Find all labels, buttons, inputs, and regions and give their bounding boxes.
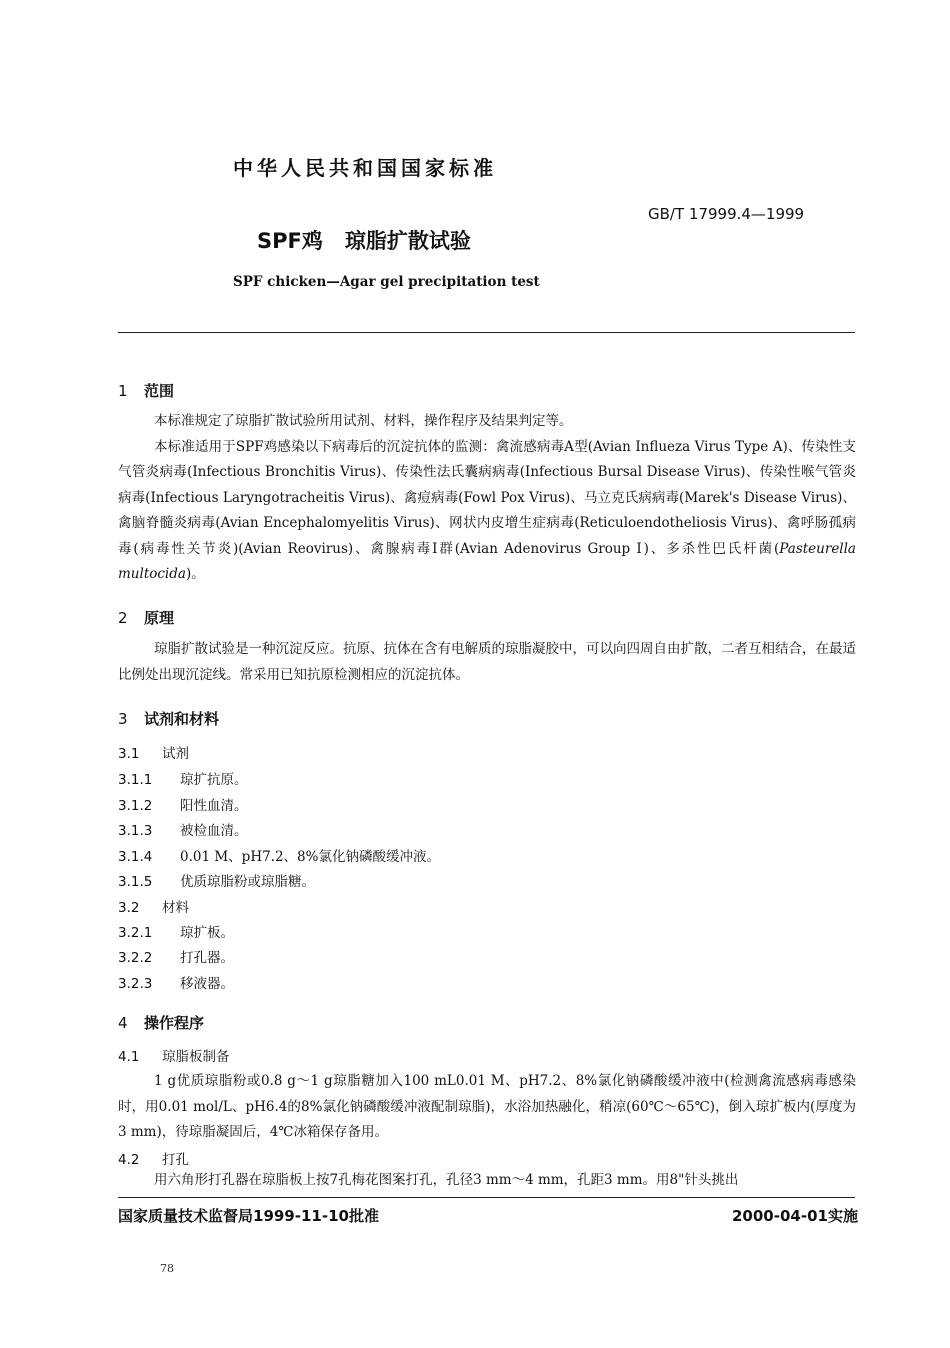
footer-divider: [118, 1197, 855, 1198]
subsection-4-2-para: 用六角形打孔器在琼脂板上按7孔梅花图案打孔，孔径3 mm～4 mm，孔距3 mm。用8"针头挑出: [154, 1172, 739, 1188]
page-number: 78: [160, 1262, 174, 1275]
subsection-title: 打孔: [162, 1152, 189, 1168]
item-text: 琼扩板。: [180, 925, 234, 941]
section-4-title: 操作程序: [144, 1014, 205, 1032]
section-1-number: 1: [118, 382, 128, 400]
list-item: [118, 744, 189, 764]
item-text: 0.01 M、pH7.2、8%氯化钠磷酸缓冲液。: [180, 849, 440, 865]
subsection-4-2-body: [118, 1168, 856, 1194]
item-number: 3.1: [118, 746, 140, 762]
section-3-heading: [118, 708, 219, 729]
list-item: [118, 796, 248, 816]
subsection-4-1-heading: [118, 1047, 230, 1067]
item-text: 琼扩抗原。: [180, 772, 248, 788]
item-number: 3.2.2: [118, 950, 153, 966]
approval-line: 国家质量技术监督局1999-11-10批准: [118, 1207, 379, 1225]
section-2-para: 琼脂扩散试验是一种沉淀反应。抗原、抗体在含有电解质的琼脂凝胶中，可以向四周自由扩散，二者互相结合，在最适比例处出现沉淀线。常采用已知抗原检测相应的沉淀抗体。: [118, 641, 856, 683]
list-item: [118, 872, 315, 892]
list-item: [118, 770, 248, 790]
item-number: 3.1.4: [118, 849, 153, 865]
title-part-2: 琼脂扩散试验: [344, 229, 471, 253]
item-text: 优质琼脂粉或琼脂糖。: [180, 874, 315, 890]
subsection-number: 4.1: [118, 1049, 140, 1065]
section-2-heading: [118, 607, 174, 628]
page-title: [257, 225, 471, 255]
national-standard-heading: 中华人民共和国国家标准: [233, 156, 497, 180]
subsection-4-2-heading: [118, 1150, 189, 1170]
section-2-body: [118, 637, 856, 688]
item-text: 材料: [162, 900, 189, 916]
section-1-para-2-end: )。: [185, 566, 205, 582]
list-item: [118, 898, 189, 918]
list-item: [118, 821, 248, 841]
item-number: 3.1.2: [118, 798, 153, 814]
subsection-title: 琼脂板制备: [162, 1049, 230, 1065]
list-item: [118, 974, 234, 994]
item-text: 阳性血清。: [180, 798, 248, 814]
subsection-4-1-para: 1 g优质琼脂粉或0.8 g～1 g琼脂糖加入100 mL0.01 M、pH7.2、8%氯化钠磷酸缓冲液中(检测禽流感病毒感染时，用0.01 mol/L、pH6.4的8%氯化钠磷酸缓冲液配制琼脂)，水浴加热融化，稍凉(60℃～65℃)，倒入琼扩板内(厚度为3 mm)，待琼脂凝固后，4℃冰箱保存备用。: [118, 1073, 856, 1140]
item-number: 3.1.3: [118, 823, 153, 839]
section-2-title: 原理: [144, 609, 175, 627]
item-number: 3.1.5: [118, 874, 153, 890]
item-number: 3.2.1: [118, 925, 153, 941]
section-2-number: 2: [118, 609, 128, 627]
section-4-heading: [118, 1012, 204, 1033]
item-text: 被检血清。: [180, 823, 248, 839]
item-number: 3.2.3: [118, 976, 153, 992]
implementation-date: 2000-04-01实施: [732, 1207, 858, 1225]
title-part-1: SPF鸡: [257, 229, 323, 253]
item-number: 3.2: [118, 900, 140, 916]
item-number: 3.1.1: [118, 772, 153, 788]
section-4-number: 4: [118, 1014, 128, 1032]
item-text: 打孔器。: [180, 950, 234, 966]
section-1-para-2-italic: Pasteurella multocida: [118, 540, 856, 582]
section-1-title: 范围: [144, 382, 175, 400]
english-subtitle: SPF chicken—Agar gel precipitation test: [233, 274, 540, 290]
section-1-para-2: [118, 435, 856, 588]
subsection-number: 4.2: [118, 1152, 140, 1168]
section-1-para-2-main: 本标准适用于SPF鸡感染以下病毒后的沉淀抗体的监测：禽流感病毒A型(Avian Influeza Virus Type A)、传染性支气管炎病毒(Infectious Bronchitis Virus)、传染性法氏囊病病毒(Infectious Bursal Disease Virus)、传染性喉气管炎病毒(Infectious Laryngotracheitis Virus)、禽痘病毒(Fowl Pox Virus)、马立克氏病病毒(Marek's Disease Virus)、禽脑脊髓炎病毒(Avian Encephalomyelitis Virus)、网状内皮增生症病毒(Reticuloendotheliosis Virus)、禽呼肠孤病毒(病毒性关节炎)(Avian Reovirus)、禽腺病毒Ⅰ群(Avian Adenovirus Group Ⅰ)、多杀性巴氏杆菌(: [118, 438, 856, 557]
section-1-heading: [118, 380, 174, 401]
section-3-number: 3: [118, 710, 128, 728]
subsection-4-1-body: [118, 1069, 856, 1146]
list-item: [118, 923, 234, 943]
header-divider: [118, 332, 855, 333]
standard-number: GB/T 17999.4—1999: [648, 205, 805, 223]
item-text: 试剂: [162, 746, 189, 762]
item-text: 移液器。: [180, 976, 234, 992]
section-1-para-1: 本标准规定了琼脂扩散试验所用试剂、材料，操作程序及结果判定等。: [154, 413, 573, 429]
list-item: [118, 948, 234, 968]
section-3-title: 试剂和材料: [144, 710, 220, 728]
list-item: [118, 847, 440, 867]
section-1-body: [118, 409, 856, 588]
